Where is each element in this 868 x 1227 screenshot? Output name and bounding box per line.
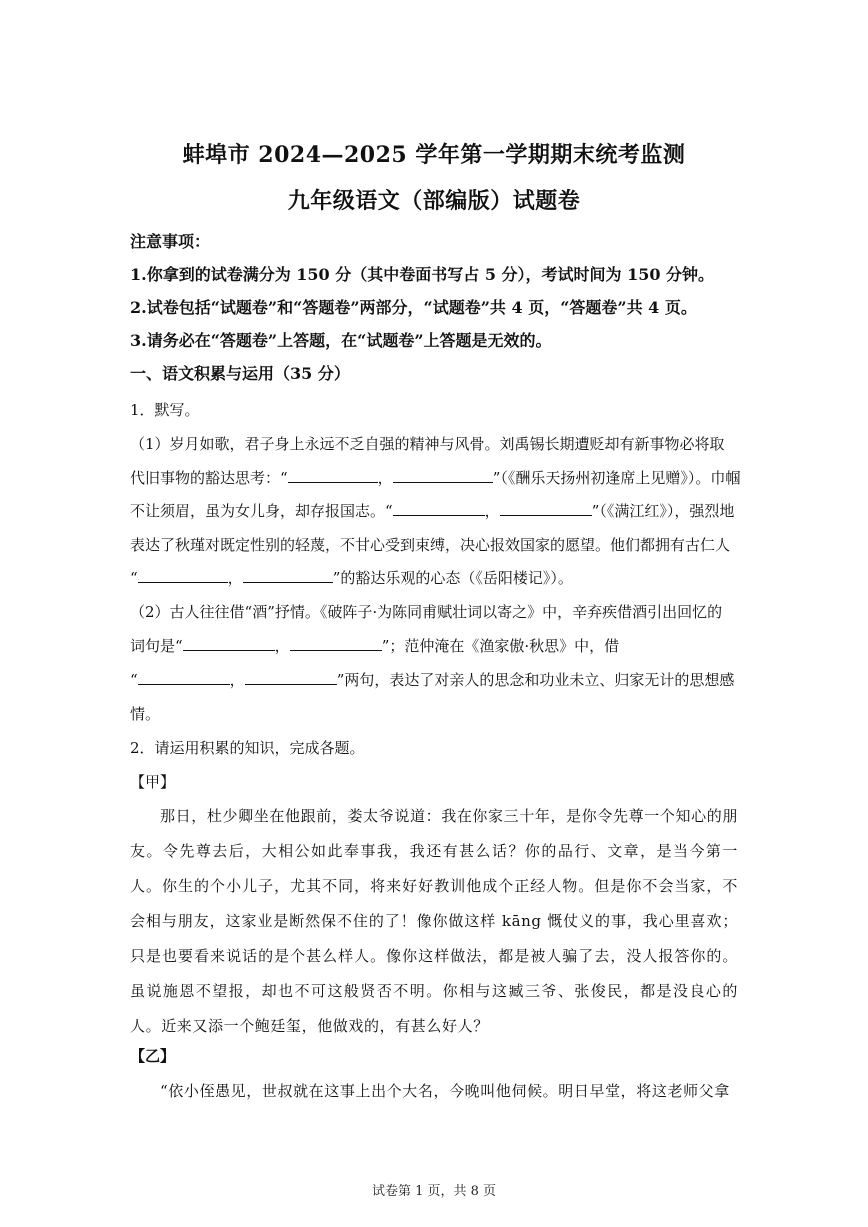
q1-p1-line-5: “ ， ”的豁达乐观的心态（《岳阳楼记》）。: [130, 569, 573, 587]
answer-blank[interactable]: [290, 636, 382, 651]
note-item-1: 1.你拿到的试卷满分为 150 分（其中卷面书写占 5 分），考试时间为 150 分钟。: [130, 265, 715, 284]
answer-blank[interactable]: [183, 636, 275, 651]
answer-blank[interactable]: [288, 468, 378, 483]
q1-p1-line-2: 代旧事物的豁达思考：“ ， ”（《酬乐天扬州初逢席上见赠》）。巾帼: [130, 469, 741, 487]
q1-p1-line-1: （1）岁月如歌，君子身上永远不乏自强的精神与风骨。刘禹锡长期遭贬却有新事物必将取: [130, 435, 725, 453]
passage-yi: “依小侄愚见，世叔就在这事上出个大名，今晚叫他伺候。明日早堂，将这老师父拿: [160, 1082, 730, 1100]
passage-jia: 那日，杜少卿坐在他跟前，娄太爷说道：我在你家三十年，是你令先尊一个知心的朋友。令先尊去后，大相公如此奉事我，我还有甚么话？你的品行、文章，是当今第一人。你生的个小儿子，尤其不同，将来好好教训他成个正经人物。但是你不会当家，不会相与朋友，这家业是断然保不住的了！像你做这样 kāng 慨仗义的事，我心里喜欢；只是也要看来说话的是个甚么样人。像你这样做法，都是被人骗了去，没人报答你的。虽说施恩不望报，却也不可这般贤否不明。你相与这臧三爷、张俊民，都是没良心的人。近来又添一个鲍廷玺，他做戏的，有甚么好人？: [130, 807, 738, 1035]
answer-blank[interactable]: [393, 468, 493, 483]
q1-p2-line-2: 词句是“ ， ”；范仲淹在《渔家傲·秋思》中，借: [130, 637, 620, 655]
q1-p1-line-4: 表达了秋瑾对既定性别的轻蔑，不甘心受到束缚，决心报效国家的愿望。他们都拥有古仁人: [130, 536, 731, 554]
answer-blank[interactable]: [500, 501, 592, 516]
passage-jia-label: 【甲】: [130, 773, 176, 791]
exam-title: 蚌埠市 2024—2025 学年第一学期期末统考监测: [182, 142, 686, 168]
question-2-label: 2．请运用积累的知识，完成各题。: [130, 739, 365, 757]
answer-blank[interactable]: [393, 501, 485, 516]
exam-subtitle: 九年级语文（部编版）试题卷: [287, 188, 581, 214]
note-item-3: 3.请务必在“答题卷”上答题，在“试题卷”上答题是无效的。: [130, 331, 552, 350]
note-item-2: 2.试卷包括“试题卷”和“答题卷”两部分，“试题卷”共 4 页，“答题卷”共 4 页。: [130, 298, 697, 317]
passage-yi-label: 【乙】: [130, 1047, 176, 1065]
q1-p2-line-1: （2）古人往往借“酒”抒情。《破阵子·为陈同甫赋壮词以寄之》中，辛弃疾借酒引出回忆的: [130, 603, 723, 621]
notes-heading: 注意事项：: [130, 232, 211, 251]
answer-blank[interactable]: [243, 568, 333, 583]
answer-blank[interactable]: [138, 568, 228, 583]
q1-p2-line-3: “ ， ”两句，表达了对亲人的思念和功业未立、归家无计的思想感: [130, 671, 735, 689]
section-heading: 一、语文积累与运用（35 分）: [130, 364, 350, 383]
page-footer: 试卷第 1 页，共 8 页: [371, 1184, 497, 1199]
answer-blank[interactable]: [138, 670, 230, 685]
answer-blank[interactable]: [245, 670, 337, 685]
q1-p1-line-3: 不让须眉，虽为女儿身，却存报国志。“ ， ”（《满江红》），强烈地: [130, 502, 735, 520]
question-1-label: 1．默写。: [130, 401, 200, 419]
q1-p2-line-4: 情。: [130, 705, 161, 723]
